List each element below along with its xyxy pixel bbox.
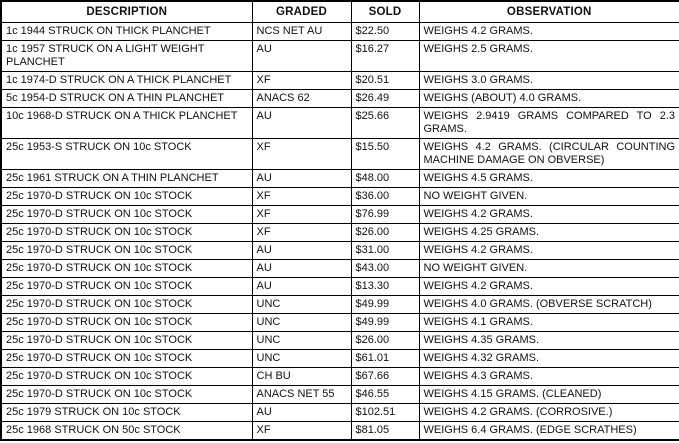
cell-graded: AU xyxy=(252,404,351,422)
cell-description: 25c 1970-D STRUCK ON 10c STOCK xyxy=(1,350,252,368)
cell-description: 25c 1970-D STRUCK ON 10c STOCK xyxy=(1,332,252,350)
cell-description: 25c 1970-D STRUCK ON 10c STOCK xyxy=(1,260,252,278)
table-row xyxy=(1,314,679,332)
cell-observation: WEIGHS (ABOUT) 4.0 GRAMS. xyxy=(419,90,679,108)
cell-description: 1c 1944 STRUCK ON THICK PLANCHET xyxy=(1,23,252,41)
header-row xyxy=(1,1,679,23)
cell-graded: XF xyxy=(252,188,351,206)
cell-description: 25c 1979 STRUCK ON 10c STOCK xyxy=(1,404,252,422)
cell-sold: $49.99 xyxy=(351,314,419,332)
table-row xyxy=(1,332,679,350)
cell-observation: WEIGHS 3.0 GRAMS. xyxy=(419,72,679,90)
cell-description: 25c 1970-D STRUCK ON 10c STOCK xyxy=(1,206,252,224)
cell-description: 10c 1968-D STRUCK ON A THICK PLANCHET xyxy=(1,108,252,139)
cell-sold: $49.99 xyxy=(351,296,419,314)
cell-sold: $48.00 xyxy=(351,170,419,188)
column-header-graded: GRADED xyxy=(252,1,351,23)
cell-sold: $16.27 xyxy=(351,41,419,72)
cell-description: 25c 1970-D STRUCK ON 10c STOCK xyxy=(1,188,252,206)
cell-sold: $43.00 xyxy=(351,260,419,278)
cell-description: 5c 1954-D STRUCK ON A THIN PLANCHET xyxy=(1,90,252,108)
table-row xyxy=(1,206,679,224)
cell-graded: UNC xyxy=(252,332,351,350)
table-row xyxy=(1,422,679,441)
cell-graded: ANACS NET 55 xyxy=(252,386,351,404)
cell-sold: $61.01 xyxy=(351,350,419,368)
table-row xyxy=(1,108,679,139)
cell-observation: WEIGHS 2.5 GRAMS. xyxy=(419,41,679,72)
cell-graded: AU xyxy=(252,278,351,296)
cell-description: 25c 1953-S STRUCK ON 10c STOCK xyxy=(1,139,252,170)
column-header-observation: OBSERVATION xyxy=(419,1,679,23)
table-row xyxy=(1,260,679,278)
cell-observation: NO WEIGHT GIVEN. xyxy=(419,188,679,206)
table-row xyxy=(1,296,679,314)
cell-graded: ANACS 62 xyxy=(252,90,351,108)
cell-observation: NO WEIGHT GIVEN. xyxy=(419,260,679,278)
table-row xyxy=(1,170,679,188)
cell-observation: WEIGHS 4.2 GRAMS. xyxy=(419,206,679,224)
table-row xyxy=(1,278,679,296)
table-row xyxy=(1,72,679,90)
cell-observation: WEIGHS 4.2 GRAMS. (CIRCULAR COUNTING MACHINE DAMAGE ON OBVERSE) xyxy=(419,139,679,170)
cell-sold: $46.55 xyxy=(351,386,419,404)
cell-graded: NCS NET AU xyxy=(252,23,351,41)
cell-observation: WEIGHS 4.1 GRAMS. xyxy=(419,314,679,332)
cell-sold: $67.66 xyxy=(351,368,419,386)
cell-observation: WEIGHS 4.5 GRAMS. xyxy=(419,170,679,188)
cell-graded: XF xyxy=(252,72,351,90)
table-row xyxy=(1,41,679,72)
cell-observation: WEIGHS 4.2 GRAMS. xyxy=(419,23,679,41)
cell-sold: $20.51 xyxy=(351,72,419,90)
column-header-sold: SOLD xyxy=(351,1,419,23)
cell-description: 25c 1970-D STRUCK ON 10c STOCK xyxy=(1,314,252,332)
table-row xyxy=(1,188,679,206)
cell-observation: WEIGHS 6.4 GRAMS. (EDGE SCRATHES) xyxy=(419,422,679,441)
cell-description: 1c 1957 STRUCK ON A LIGHT WEIGHT PLANCHET xyxy=(1,41,252,72)
cell-description: 25c 1970-D STRUCK ON 10c STOCK xyxy=(1,224,252,242)
table-body xyxy=(1,23,679,441)
cell-observation: WEIGHS 4.0 GRAMS. (OBVERSE SCRATCH) xyxy=(419,296,679,314)
cell-graded: XF xyxy=(252,206,351,224)
cell-sold: $26.49 xyxy=(351,90,419,108)
cell-sold: $81.05 xyxy=(351,422,419,441)
cell-sold: $36.00 xyxy=(351,188,419,206)
cell-description: 25c 1970-D STRUCK ON 10c STOCK xyxy=(1,368,252,386)
cell-graded: AU xyxy=(252,170,351,188)
table-row xyxy=(1,404,679,422)
cell-description: 25c 1970-D STRUCK ON 10c STOCK xyxy=(1,386,252,404)
table-row xyxy=(1,242,679,260)
cell-sold: $13.30 xyxy=(351,278,419,296)
cell-sold: $15.50 xyxy=(351,139,419,170)
cell-description: 25c 1961 STRUCK ON A THIN PLANCHET xyxy=(1,170,252,188)
table-row xyxy=(1,90,679,108)
cell-graded: XF xyxy=(252,422,351,441)
cell-observation: WEIGHS 4.2 GRAMS. xyxy=(419,242,679,260)
cell-sold: $102.51 xyxy=(351,404,419,422)
cell-description: 1c 1974-D STRUCK ON A THICK PLANCHET xyxy=(1,72,252,90)
cell-description: 25c 1970-D STRUCK ON 10c STOCK xyxy=(1,242,252,260)
cell-sold: $25.66 xyxy=(351,108,419,139)
cell-sold: $26.00 xyxy=(351,332,419,350)
cell-sold: $31.00 xyxy=(351,242,419,260)
table-row xyxy=(1,23,679,41)
cell-observation: WEIGHS 4.25 GRAMS. xyxy=(419,224,679,242)
cell-description: 25c 1968 STRUCK ON 50c STOCK xyxy=(1,422,252,441)
cell-observation: WEIGHS 4.3 GRAMS. xyxy=(419,368,679,386)
cell-graded: UNC xyxy=(252,350,351,368)
cell-graded: UNC xyxy=(252,296,351,314)
cell-graded: AU xyxy=(252,108,351,139)
cell-observation: WEIGHS 4.2 GRAMS. xyxy=(419,278,679,296)
cell-observation: WEIGHS 4.35 GRAMS. xyxy=(419,332,679,350)
table-row xyxy=(1,368,679,386)
table-row xyxy=(1,350,679,368)
column-header-description: DESCRIPTION xyxy=(1,1,252,23)
cell-graded: UNC xyxy=(252,314,351,332)
cell-sold: $26.00 xyxy=(351,224,419,242)
table-row xyxy=(1,386,679,404)
cell-observation: WEIGHS 2.9419 GRAMS COMPARED TO 2.3 GRAMS. xyxy=(419,108,679,139)
cell-observation: WEIGHS 4.15 GRAMS. (CLEANED) xyxy=(419,386,679,404)
cell-graded: AU xyxy=(252,260,351,278)
cell-graded: XF xyxy=(252,224,351,242)
cell-graded: AU xyxy=(252,41,351,72)
cell-sold: $22.50 xyxy=(351,23,419,41)
cell-graded: CH BU xyxy=(252,368,351,386)
cell-observation: WEIGHS 4.2 GRAMS. (CORROSIVE.) xyxy=(419,404,679,422)
cell-description: 25c 1970-D STRUCK ON 10c STOCK xyxy=(1,278,252,296)
cell-sold: $76.99 xyxy=(351,206,419,224)
cell-description: 25c 1970-D STRUCK ON 10c STOCK xyxy=(1,296,252,314)
cell-graded: XF xyxy=(252,139,351,170)
cell-observation: WEIGHS 4.32 GRAMS. xyxy=(419,350,679,368)
cell-graded: AU xyxy=(252,242,351,260)
table-row xyxy=(1,224,679,242)
table-row xyxy=(1,139,679,170)
